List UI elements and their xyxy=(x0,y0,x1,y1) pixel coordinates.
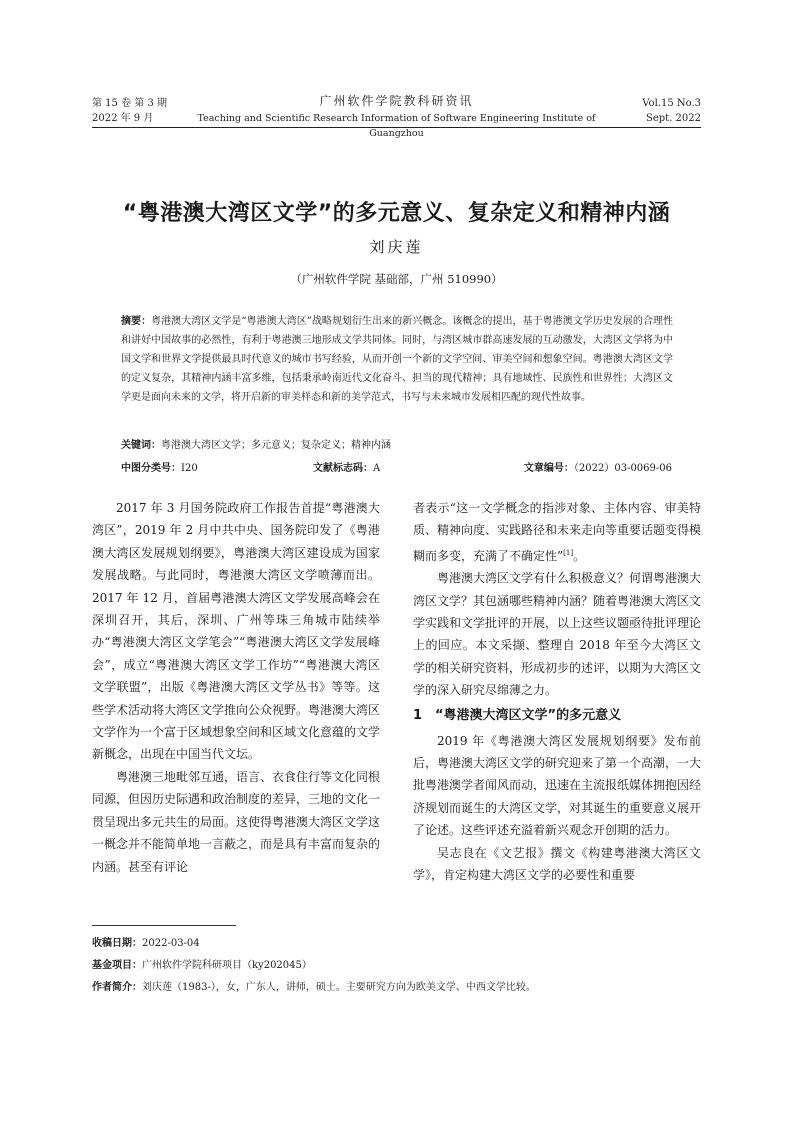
doc-code-label: 文献标志码： xyxy=(313,463,373,474)
body-paragraph: 吴志良在《文艺报》撰文《构建粤港澳大湾区文学》，肯定构建大湾区文学的必要性和重要 xyxy=(413,845,701,883)
author-name: 刘庆莲 xyxy=(369,238,424,256)
abstract-label: 摘要： xyxy=(121,316,152,327)
doc-code-value: A xyxy=(373,463,381,474)
article-number-label: 文章编号： xyxy=(523,463,574,474)
keywords-text: 粤港澳大湾区文学；多元意义；复杂定义；精神内涵 xyxy=(161,440,391,451)
bio-value: 刘庆莲（1983-），女，广东人，讲师，硕士。主要研究方向为欧美文学、中西文学比较。 xyxy=(142,982,536,993)
body-column-left xyxy=(92,497,380,878)
citation-ref: [1] xyxy=(563,548,574,557)
header-date: 2022 年 9 月 xyxy=(92,113,154,124)
header-journal-title-en: Teaching and Scientific Research Information of Software Engineering Institute of Guangzhou xyxy=(197,113,596,139)
keywords-label: 关键词： xyxy=(121,440,161,451)
affiliation: （广州软件学院 基础部，广州 510990） xyxy=(290,272,503,286)
abstract-text: 粤港澳大湾区文学是“粤港澳大湾区”战略规划衍生出来的新兴概念。该概念的提出，基于粤港澳文学历史发展的合理性和讲好中国故事的必然性，有利于粤港澳三地形成文学共同体。同时，与湾区城市群高速发展的互动激发，大湾区文学将为中国文学和世界文学提供最具时代意义的城市书写经验，从而开创一个新的文学空间、审美空间和想象空间。粤港澳大湾区文学的定义复杂，其精神内涵丰富多维，包括秉承岭南近代文化奋斗、担当的现代精神；具有地域性、民族性和世界性；大湾区文学更是面向未来的文学，将开启新的审美样态和新的美学范式，书写与未来城市发展相匹配的现代性故事。 xyxy=(121,316,674,403)
section-heading xyxy=(413,702,701,730)
paper-title: “粤港澳大湾区文学”的多元意义、复杂定义和精神内涵 xyxy=(122,201,671,226)
fund-value: 广州软件学院科研项目（ky202045） xyxy=(142,960,312,971)
clc-label: 中图分类号： xyxy=(121,463,181,474)
header-journal-title: 广州软件学院教科研资讯 xyxy=(319,94,474,108)
fund-label: 基金项目： xyxy=(92,960,142,971)
clc-number xyxy=(121,461,198,477)
header-volume: 第 15 卷 第 3 期 xyxy=(92,98,167,109)
body-column-right xyxy=(413,497,701,887)
clc-value: I20 xyxy=(181,463,198,474)
body-paragraph: 粤港澳大湾区文学有什么积极意义？何谓粤港澳大湾区文学？其包涵哪些精神内涵？随着粤港澳大湾区文学实践和文学批评的开展，以上这些议题亟待批评理论上的回应。本文采撷、整理自 2018 年至今大湾区文学的相关研究资料，形成初步的述评，以期为大湾区文学的深入研究尽绵薄之力。 xyxy=(413,571,702,698)
received-value: 2022-03-04 xyxy=(142,938,200,949)
quote-end: 。 xyxy=(573,548,586,563)
bio-label: 作者简介： xyxy=(92,982,142,993)
header-rule xyxy=(92,127,701,128)
header-date-en: Sept. 2022 xyxy=(646,113,701,124)
body-paragraph: 粤港澳三地毗邻互通，语言、衣食住行等文化同根同源，但因历史际遇和政治制度的差异，三地的文化一贯呈现出多元共生的局面。这使得粤港澳大湾区文学这一概念并不能简单地一言蔽之，而是具有丰富而复杂的内涵。甚至有评论 xyxy=(92,769,381,874)
section-title: “粤港澳大湾区文学”的多元意义 xyxy=(435,707,622,723)
section-number: 1 xyxy=(413,707,423,723)
footnote-author-bio xyxy=(92,977,712,999)
document-code xyxy=(313,461,380,477)
footnote-rule xyxy=(92,925,236,926)
header-volume-en: Vol.15 No.3 xyxy=(642,98,701,109)
article-number xyxy=(524,461,672,477)
body-paragraph: 2019 年《粤港澳大湾区发展规划纲要》发布前后，粤港澳大湾区文学的研究迎来了第一个高潮，一大批粤港澳学者闻风而动，迅速在主流报纸媒体拥抱因经济规划而诞生的大湾区文学，对其诞生的重要意义展开了论述。这些评述充溢着新兴观念开创期的活力。 xyxy=(413,733,702,838)
quote-text: 者表示“这一文学概念的指涉对象、主体内容、审美特质、精神向度、实践路径和未来走向等重要话题变得模糊而多变，充满了不确定性” xyxy=(413,501,702,563)
body-paragraph-continued xyxy=(413,497,701,567)
received-label: 收稿日期： xyxy=(92,938,142,949)
abstract xyxy=(121,312,673,407)
keywords xyxy=(121,436,673,455)
article-number-value: （2022）03-0069-06 xyxy=(573,463,672,474)
body-paragraph: 2017 年 3 月国务院政府工作报告首提“粤港澳大湾区”，2019 年 2 月中共中央、国务院印发了《粤港澳大湾区发展规划纲要》，粤港澳大湾区建设成为国家发展战略。与此同时，粤港澳大湾区文学喷薄而出。2017 年 12 月，首届粤港澳大湾区文学发展高峰会在深圳召开，其后，深圳、广州等珠三角城市陆续举办“粤港澳大湾区文学笔会”“粤港澳大湾区文学发展峰会”，成立“粤港澳大湾区文学工作坊”“粤港澳大湾区文学联盟”，出版《粤港澳大湾区文学丛书》等等。这些学术活动将大湾区文学推向公众视野。粤港澳大湾区文学作为一个富于区域想象空间和区域文化意蕴的文学新概念，出现在中国当代文坛。 xyxy=(92,501,381,762)
footnote-received xyxy=(92,933,712,955)
footnote-fund xyxy=(92,955,712,977)
